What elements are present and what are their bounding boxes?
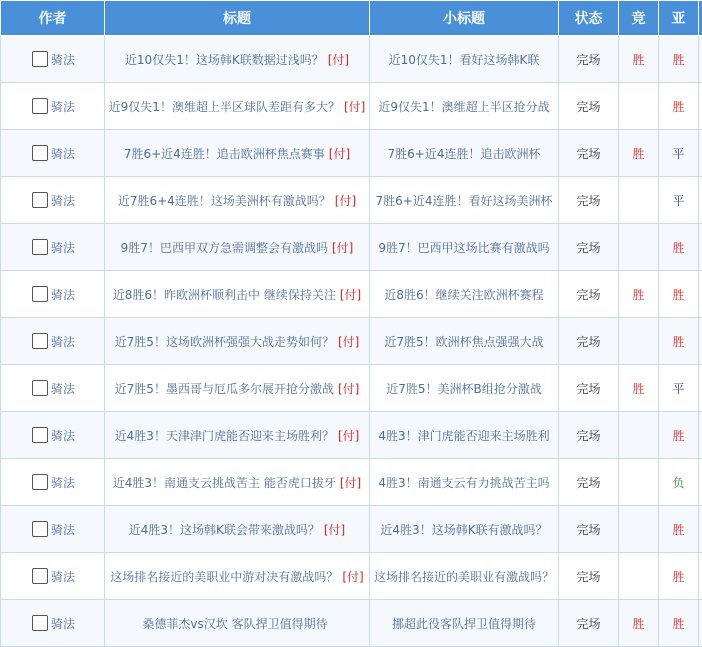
ya-result: 平: [672, 194, 684, 208]
subtitle-cell: [370, 271, 559, 318]
row-checkbox[interactable]: [32, 51, 48, 67]
row-checkbox[interactable]: [32, 474, 48, 490]
author-cell: [1, 600, 105, 647]
extra-cell: [699, 412, 702, 459]
jing-result: 胜: [632, 147, 644, 161]
row-checkbox[interactable]: [32, 145, 48, 161]
status-text: 完场: [576, 570, 600, 584]
title-cell: [105, 36, 370, 83]
title-link[interactable]: 近4胜3！这场韩K联会带来激战吗？: [129, 523, 320, 537]
title-link[interactable]: 近4胜3！天津津门虎能否迎来主场胜利？: [115, 429, 334, 443]
paid-badge[interactable]: [付]: [340, 476, 361, 490]
status-text: 完场: [576, 335, 600, 349]
author-name[interactable]: 骑法: [51, 615, 75, 632]
subtitle-text: 近10仅失1！看好这场韩K联: [389, 53, 540, 67]
jing-cell: [619, 130, 659, 177]
ya-cell: [659, 130, 699, 177]
author-name[interactable]: 骑法: [51, 521, 75, 538]
author-cell: [1, 459, 105, 506]
title-link[interactable]: 桑德菲杰vs汉坎 客队捍卫值得期待: [142, 617, 327, 631]
extra-cell: [699, 36, 702, 83]
row-checkbox[interactable]: [32, 615, 48, 631]
status-cell: [559, 177, 619, 224]
title-cell: [105, 365, 370, 412]
subtitle-text: 近8胜6！继续关注欧洲杯赛程: [384, 288, 543, 302]
ya-result: 胜: [672, 241, 684, 255]
jing-cell: [619, 83, 659, 130]
title-link[interactable]: 近9仅失1！澳维超上半区球队差距有多大？: [109, 100, 340, 114]
jing-cell: [619, 600, 659, 647]
row-checkbox[interactable]: [32, 333, 48, 349]
extra-cell: [699, 600, 702, 647]
subtitle-text: 这场排名接近的美职业有激战吗？: [374, 570, 554, 584]
title-cell: [105, 600, 370, 647]
jing-cell: [619, 318, 659, 365]
paid-badge[interactable]: [付]: [340, 288, 361, 302]
author-name[interactable]: 骑法: [51, 145, 75, 162]
subtitle-text: 7胜6+近4连胜！看好这场美洲杯: [376, 194, 553, 208]
status-text: 完场: [576, 429, 600, 443]
paid-badge[interactable]: [付]: [328, 53, 349, 67]
jing-cell: [619, 177, 659, 224]
row-checkbox[interactable]: [32, 98, 48, 114]
author-cell: [1, 177, 105, 224]
subtitle-cell: [370, 365, 559, 412]
table-row: [1, 553, 702, 600]
ya-result: 胜: [672, 523, 684, 537]
title-cell: [105, 553, 370, 600]
status-text: 完场: [576, 617, 600, 631]
status-cell: [559, 553, 619, 600]
title-cell: [105, 318, 370, 365]
header-ya: 亚: [659, 1, 699, 36]
status-text: 完场: [576, 476, 600, 490]
title-cell: [105, 506, 370, 553]
jing-result: 胜: [632, 382, 644, 396]
author-cell: [1, 130, 105, 177]
table-row: [1, 224, 702, 271]
subtitle-text: 近7胜5！美洲杯B组抢分激战: [386, 382, 542, 396]
status-text: 完场: [576, 523, 600, 537]
title-link[interactable]: 近8胜6！昨欧洲杯顺利击中 继续保持关注: [113, 288, 336, 302]
table-row: [1, 459, 702, 506]
extra-cell: [699, 365, 702, 412]
subtitle-cell: [370, 553, 559, 600]
row-checkbox[interactable]: [32, 239, 48, 255]
ya-result: 胜: [672, 617, 684, 631]
status-text: 完场: [576, 194, 600, 208]
ya-cell: [659, 506, 699, 553]
jing-cell: [619, 365, 659, 412]
table-row: [1, 271, 702, 318]
header-author: 作者: [1, 1, 105, 36]
table-row: [1, 36, 702, 83]
paid-badge[interactable]: [付]: [338, 382, 359, 396]
status-text: 完场: [576, 382, 600, 396]
status-cell: [559, 412, 619, 459]
ya-cell: [659, 224, 699, 271]
status-cell: [559, 130, 619, 177]
status-cell: [559, 224, 619, 271]
paid-badge[interactable]: [付]: [342, 570, 363, 584]
author-name[interactable]: 骑法: [51, 568, 75, 585]
title-cell: [105, 224, 370, 271]
header-jing: 竞: [619, 1, 659, 36]
paid-badge[interactable]: [付]: [324, 523, 345, 537]
ya-cell: [659, 365, 699, 412]
extra-cell: [699, 459, 702, 506]
subtitle-cell: [370, 177, 559, 224]
author-name[interactable]: 骑法: [51, 51, 75, 68]
status-text: 完场: [576, 100, 600, 114]
table-body: [1, 36, 702, 647]
author-cell: [1, 271, 105, 318]
subtitle-cell: [370, 412, 559, 459]
jing-cell: [619, 506, 659, 553]
ya-cell: [659, 459, 699, 506]
subtitle-text: 近4胜3！这场韩K联有激战吗？: [380, 523, 547, 537]
paid-badge[interactable]: [付]: [338, 429, 359, 443]
ya-cell: [659, 318, 699, 365]
author-name[interactable]: 骑法: [51, 333, 75, 350]
title-link[interactable]: 近4胜3！南通支云挑战苦主 能否虎口拔牙: [113, 476, 336, 490]
author-cell: [1, 553, 105, 600]
author-cell: [1, 224, 105, 271]
title-cell: [105, 271, 370, 318]
extra-cell: [699, 318, 702, 365]
status-cell: [559, 36, 619, 83]
ya-cell: [659, 553, 699, 600]
title-cell: [105, 459, 370, 506]
jing-cell: [619, 459, 659, 506]
author-name[interactable]: 骑法: [51, 192, 75, 209]
table-row: [1, 177, 702, 224]
status-cell: [559, 318, 619, 365]
ya-result: 胜: [672, 429, 684, 443]
author-cell: [1, 36, 105, 83]
status-cell: [559, 271, 619, 318]
author-name[interactable]: 骑法: [51, 474, 75, 491]
status-cell: [559, 600, 619, 647]
header-status: 状态: [559, 1, 619, 36]
subtitle-cell: [370, 83, 559, 130]
row-checkbox[interactable]: [32, 427, 48, 443]
extra-cell: [699, 83, 702, 130]
ya-cell: [659, 83, 699, 130]
row-checkbox[interactable]: [32, 286, 48, 302]
row-checkbox[interactable]: [32, 568, 48, 584]
status-text: 完场: [576, 147, 600, 161]
header-title: 标题: [105, 1, 370, 36]
author-cell: [1, 83, 105, 130]
paid-badge[interactable]: [付]: [335, 194, 356, 208]
ya-cell: [659, 271, 699, 318]
title-link[interactable]: 7胜6+近4连胜！追击欧洲杯焦点赛事: [124, 147, 325, 161]
status-text: 完场: [576, 288, 600, 302]
paid-badge[interactable]: [付]: [329, 147, 350, 161]
table-row: [1, 365, 702, 412]
title-cell: [105, 83, 370, 130]
subtitle-cell: [370, 600, 559, 647]
jing-cell: [619, 412, 659, 459]
table-row: [1, 412, 702, 459]
title-link[interactable]: 9胜7！巴西甲双方急需调整会有激战吗: [121, 241, 328, 255]
title-cell: [105, 412, 370, 459]
table-row: [1, 318, 702, 365]
title-link[interactable]: 这场排名接近的美职业中游对决有激战吗？: [110, 570, 338, 584]
status-text: 完场: [576, 241, 600, 255]
ya-result: 胜: [672, 570, 684, 584]
header-extra: [699, 1, 702, 36]
author-cell: [1, 365, 105, 412]
paid-badge[interactable]: [付]: [332, 241, 353, 255]
row-checkbox[interactable]: [32, 521, 48, 537]
table-row: [1, 506, 702, 553]
header-subtitle: 小标题: [370, 1, 559, 36]
jing-cell: [619, 553, 659, 600]
jing-cell: [619, 36, 659, 83]
jing-result: 胜: [632, 53, 644, 67]
header-row: [1, 1, 702, 36]
subtitle-cell: [370, 318, 559, 365]
jing-cell: [619, 224, 659, 271]
ya-result: 胜: [672, 100, 684, 114]
subtitle-text: 近7胜5！欧洲杯焦点强强大战: [384, 335, 543, 349]
subtitle-text: 4胜3！南通支云有力挑战苦主吗: [378, 476, 549, 490]
author-name[interactable]: 骑法: [51, 380, 75, 397]
title-cell: [105, 177, 370, 224]
author-name[interactable]: 骑法: [51, 239, 75, 256]
subtitle-text: 近9仅失1！澳维超上半区抢分战: [378, 100, 549, 114]
subtitle-text: 4胜3！津门虎能否迎来主场胜利: [378, 429, 549, 443]
subtitle-cell: [370, 224, 559, 271]
jing-result: 胜: [632, 288, 644, 302]
table-row: [1, 83, 702, 130]
title-cell: [105, 130, 370, 177]
subtitle-cell: [370, 459, 559, 506]
table-row: [1, 130, 702, 177]
paid-badge[interactable]: [付]: [344, 100, 365, 114]
status-text: 完场: [576, 53, 600, 67]
ya-result: 胜: [672, 335, 684, 349]
author-name[interactable]: 骑法: [51, 98, 75, 115]
row-checkbox[interactable]: [32, 380, 48, 396]
ya-cell: [659, 36, 699, 83]
subtitle-cell: [370, 130, 559, 177]
ya-result: 胜: [672, 288, 684, 302]
paid-badge[interactable]: [付]: [338, 335, 359, 349]
title-link[interactable]: 近7胜5！墨西哥与厄瓜多尔展开抢分激战: [115, 382, 334, 396]
status-cell: [559, 365, 619, 412]
jing-cell: [619, 271, 659, 318]
author-name[interactable]: 骑法: [51, 286, 75, 303]
subtitle-cell: [370, 506, 559, 553]
ya-result: 胜: [672, 53, 684, 67]
title-link[interactable]: 近10仅失1！这场韩K联数据过浅吗？: [125, 53, 324, 67]
status-cell: [559, 459, 619, 506]
subtitle-text: 挪超此役客队捍卫值得期待: [392, 617, 536, 631]
extra-cell: [699, 271, 702, 318]
status-cell: [559, 506, 619, 553]
table-row: [1, 600, 702, 647]
extra-cell: [699, 506, 702, 553]
ya-cell: [659, 177, 699, 224]
subtitle-text: 7胜6+近4连胜！追击欧洲杯: [388, 147, 541, 161]
author-cell: [1, 412, 105, 459]
ya-cell: [659, 600, 699, 647]
title-link[interactable]: 近7胜5！这场欧洲杯强强大战走势如何？: [115, 335, 334, 349]
ya-result: 平: [672, 382, 684, 396]
author-name[interactable]: 骑法: [51, 427, 75, 444]
ya-result: 平: [672, 147, 684, 161]
ya-result: 负: [672, 476, 684, 490]
extra-cell: [699, 224, 702, 271]
author-cell: [1, 506, 105, 553]
extra-cell: [699, 553, 702, 600]
extra-cell: [699, 177, 702, 224]
author-cell: [1, 318, 105, 365]
subtitle-text: 9胜7！巴西甲这场比赛有激战吗: [378, 241, 549, 255]
jing-result: 胜: [632, 617, 644, 631]
status-cell: [559, 83, 619, 130]
extra-cell: [699, 130, 702, 177]
title-link[interactable]: 近7胜6+4连胜！这场美洲杯有激战吗？: [118, 194, 331, 208]
row-checkbox[interactable]: [32, 192, 48, 208]
ya-cell: [659, 412, 699, 459]
subtitle-cell: [370, 36, 559, 83]
